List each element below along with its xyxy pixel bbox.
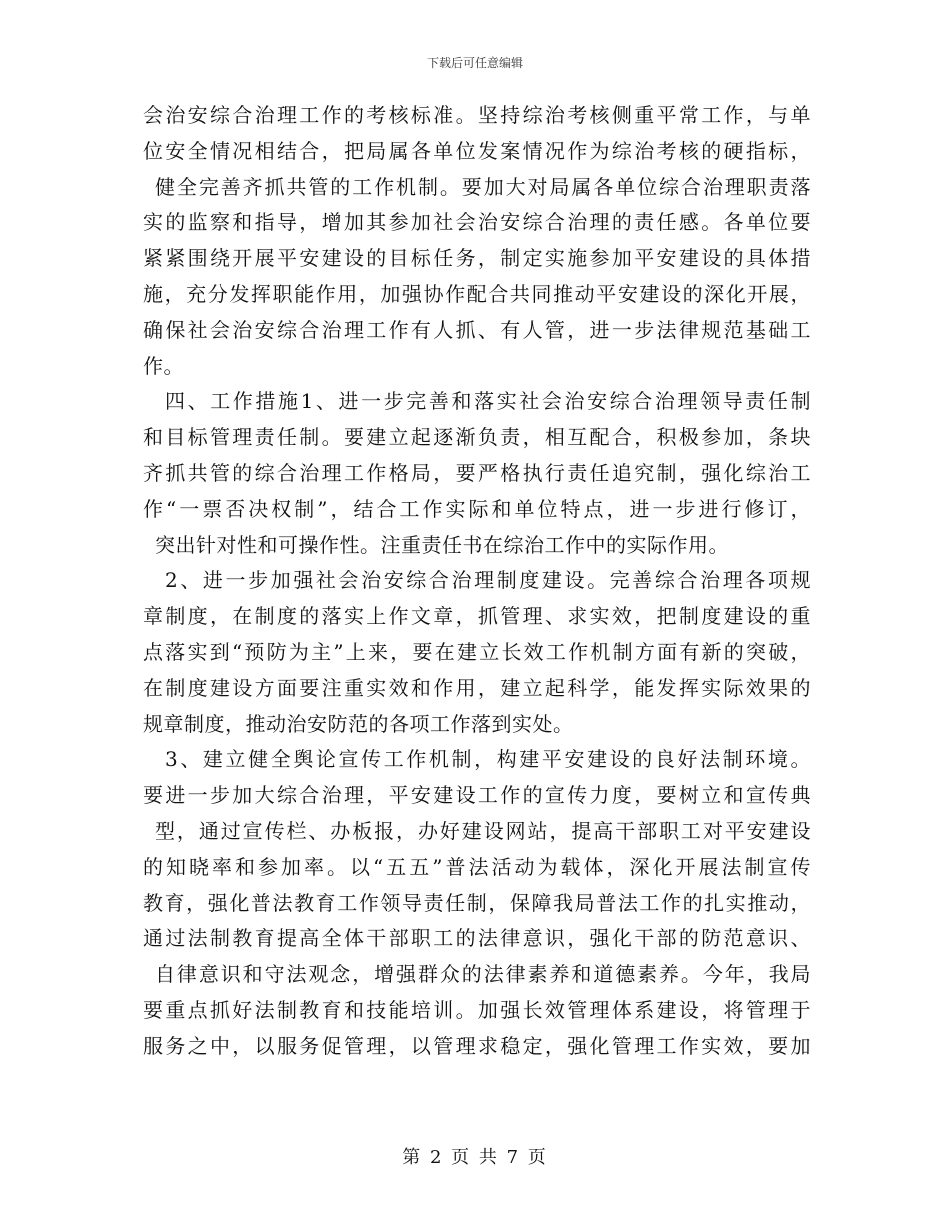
body-line: 教育，强化普法教育工作领导责任制，保障我局普法工作的扎实推动， xyxy=(143,890,811,915)
body-line: 施，充分发挥职能作用，加强协作配合共同推动平安建设的深化开展， xyxy=(143,281,811,306)
body-line: 齐抓共管的综合治理工作格局，要严格执行责任追究制，强化综治工 xyxy=(143,460,811,485)
paragraph-start-line: 3、建立健全舆论宣传工作机制，构建平安建设的良好法制环境。 xyxy=(165,747,811,772)
body-line: 和目标管理责任制。要建立起逐渐负责，相互配合，积极参加，条块 xyxy=(143,425,811,450)
body-line: 实的监察和指导，增加其参加社会治安综合治理的责任感。各单位要 xyxy=(143,210,811,235)
body-line: 作“一票否决权制”，结合工作实际和单位特点，进一步进行修订， xyxy=(143,496,811,521)
body-line: 确保社会治安综合治理工作有人抓、有人管，进一步法律规范基础工 xyxy=(143,317,811,342)
section-heading-line: 四、工作措施1、进一步完善和落实社会治安综合治理领导责任制 xyxy=(165,389,811,414)
page-number-footer: 第 2 页 共 7 页 xyxy=(402,1147,548,1168)
body-line: 章制度，在制度的落实上作文章，抓管理、求实效，把制度建设的重 xyxy=(143,604,811,629)
paragraph-start-line: 2、进一步加强社会治安综合治理制度建设。完善综合治理各项规 xyxy=(165,568,811,593)
body-line: 规章制度，推动治安防范的各项工作落到实处。 xyxy=(143,711,574,736)
body-line: 健全完善齐抓共管的工作机制。要加大对局属各单位综合治理职责落 xyxy=(155,174,811,199)
body-line: 要重点抓好法制教育和技能培训。加强长效管理体系建设，将管理于 xyxy=(143,997,811,1022)
body-line: 服务之中，以服务促管理，以管理求稳定，强化管理工作实效，要加 xyxy=(143,1033,811,1058)
page-header: 下载后可任意编辑 xyxy=(426,56,523,70)
body-line: 自律意识和守法观念，增强群众的法律素养和道德素养。今年，我局 xyxy=(155,962,811,987)
body-line: 位安全情况相结合，把局属各单位发案情况作为综治考核的硬指标， xyxy=(143,138,811,163)
body-line: 的知晓率和参加率。以“五五”普法活动为载体，深化开展法制宣传 xyxy=(143,854,811,879)
body-line: 紧紧围绕开展平安建设的目标任务，制定实施参加平安建设的具体措 xyxy=(143,246,811,271)
body-line: 型，通过宣传栏、办板报，办好建设网站，提高干部职工对平安建设 xyxy=(155,818,811,843)
body-line: 要进一步加大综合治理，平安建设工作的宣传力度，要树立和宣传典 xyxy=(143,783,811,808)
body-line: 突出针对性和可操作性。注重责任书在综治工作中的实际作用。 xyxy=(155,532,729,557)
body-line: 通过法制教育提高全体干部职工的法律意识，强化干部的防范意识、 xyxy=(143,926,811,951)
body-line: 在制度建设方面要注重实效和作用，建立起科学，能发挥实际效果的 xyxy=(143,675,811,700)
body-line: 作。 xyxy=(143,353,184,378)
document-body xyxy=(143,98,811,1065)
body-line: 会治安综合治理工作的考核标准。坚持综治考核侧重平常工作，与单 xyxy=(143,103,811,127)
body-line: 点落实到“预防为主”上来，要在建立长效工作机制方面有新的突破， xyxy=(143,639,811,664)
